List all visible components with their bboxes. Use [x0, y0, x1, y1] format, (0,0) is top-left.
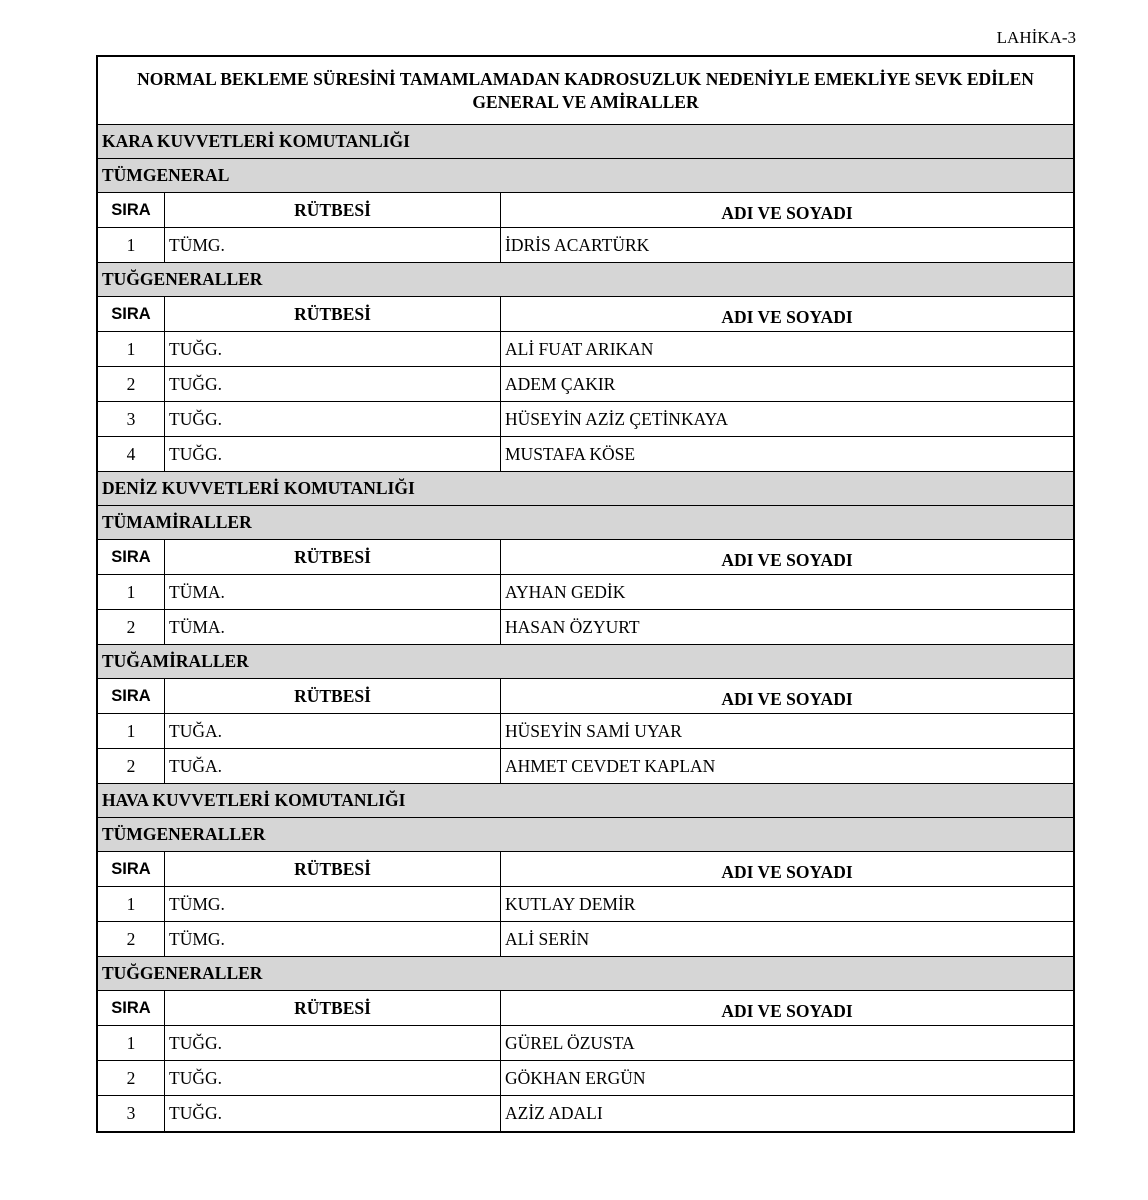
header-rutbesi: RÜTBESİ — [165, 297, 501, 331]
cell-rutbe: TUĞG. — [165, 402, 501, 436]
cell-ad-soyad: AZİZ ADALI — [505, 1103, 603, 1123]
cell-sira: 2 — [98, 922, 165, 956]
cell-ad-soyad: HÜSEYİN SAMİ UYAR — [505, 720, 682, 741]
header-rutbesi: RÜTBESİ — [165, 679, 501, 713]
cell-ad-soyad: AHMET CEVDET KAPLAN — [505, 755, 716, 776]
cell-rutbe: TUĞG. — [165, 1026, 501, 1060]
cell-sira: 2 — [98, 610, 165, 644]
table-header-row — [98, 540, 1073, 575]
cell-sira: 2 — [98, 749, 165, 783]
header-adi-soyadi: ADI VE SOYADI — [721, 306, 853, 327]
table-header-row — [98, 991, 1073, 1026]
rank-group-heading: TÜMGENERAL — [98, 159, 1073, 193]
title-line-1: NORMAL BEKLEME SÜRESİNİ TAMAMLAMADAN KADROSUZLUK NEDENİYLE EMEKLİYE SEVK EDİLEN — [137, 68, 1034, 89]
cell-sira: 1 — [98, 228, 165, 262]
cell-rutbe: TUĞA. — [165, 749, 501, 783]
table-row — [98, 610, 1073, 645]
cell-rutbe: TÜMA. — [165, 610, 501, 644]
rank-group-heading: TUĞGENERALLER — [98, 263, 1073, 297]
table-body — [98, 125, 1073, 1131]
rank-group-heading: TUĞAMİRALLER — [98, 645, 1073, 679]
cell-ad-soyad: MUSTAFA KÖSE — [505, 443, 636, 464]
cell-sira: 1 — [98, 887, 165, 921]
cell-rutbe: TUĞG. — [165, 367, 501, 401]
cell-rutbe: TÜMA. — [165, 575, 501, 609]
table-row — [98, 332, 1073, 367]
cell-ad-soyad: ALİ SERİN — [505, 928, 590, 949]
document-title — [98, 57, 1073, 125]
table-row — [98, 1061, 1073, 1096]
cell-rutbe: TUĞG. — [165, 332, 501, 366]
rank-group-heading: TÜMAMİRALLER — [98, 506, 1073, 540]
cell-sira: 1 — [98, 714, 165, 748]
officers-table — [96, 55, 1075, 1133]
table-row — [98, 922, 1073, 957]
header-adi-soyadi: ADI VE SOYADI — [721, 688, 853, 709]
cell-rutbe: TÜMG. — [165, 228, 501, 262]
cell-rutbe: TÜMG. — [165, 922, 501, 956]
cell-ad-soyad: KUTLAY DEMİR — [505, 893, 636, 914]
cell-sira: 3 — [98, 402, 165, 436]
cell-rutbe: TUĞG. — [165, 1096, 501, 1131]
cell-sira: 3 — [98, 1096, 165, 1131]
cell-rutbe: TUĞG. — [165, 1061, 501, 1095]
table-row — [98, 887, 1073, 922]
table-row — [98, 437, 1073, 472]
cell-ad-soyad: İDRİS ACARTÜRK — [505, 234, 650, 255]
cell-ad-soyad: GÖKHAN ERGÜN — [505, 1067, 646, 1088]
table-header-row — [98, 297, 1073, 332]
header-sira: SIRA — [98, 297, 165, 331]
cell-sira: 1 — [98, 575, 165, 609]
table-row — [98, 575, 1073, 610]
cell-rutbe: TUĞG. — [165, 437, 501, 471]
cell-sira: 2 — [98, 1061, 165, 1095]
header-sira: SIRA — [98, 991, 165, 1025]
table-header-row — [98, 852, 1073, 887]
header-rutbesi: RÜTBESİ — [165, 852, 501, 886]
table-header-row — [98, 193, 1073, 228]
table-row — [98, 228, 1073, 263]
command-heading: DENİZ KUVVETLERİ KOMUTANLIĞI — [98, 472, 1073, 506]
table-header-row — [98, 679, 1073, 714]
table-row — [98, 367, 1073, 402]
cell-rutbe: TUĞA. — [165, 714, 501, 748]
title-line-2: GENERAL VE AMİRALLER — [472, 91, 699, 112]
cell-rutbe: TÜMG. — [165, 887, 501, 921]
cell-ad-soyad: HÜSEYİN AZİZ ÇETİNKAYA — [505, 408, 728, 429]
table-row — [98, 402, 1073, 437]
header-adi-soyadi: ADI VE SOYADI — [721, 1000, 853, 1021]
header-sira: SIRA — [98, 852, 165, 886]
header-rutbesi: RÜTBESİ — [165, 991, 501, 1025]
cell-ad-soyad: HASAN ÖZYURT — [505, 616, 640, 637]
cell-ad-soyad: AYHAN GEDİK — [505, 581, 626, 602]
command-heading: HAVA KUVVETLERİ KOMUTANLIĞI — [98, 784, 1073, 818]
annex-label: LAHİKA-3 — [996, 28, 1076, 47]
header-adi-soyadi: ADI VE SOYADI — [721, 861, 853, 882]
command-heading: KARA KUVVETLERİ KOMUTANLIĞI — [98, 125, 1073, 159]
rank-group-heading: TUĞGENERALLER — [98, 957, 1073, 991]
header-sira: SIRA — [98, 540, 165, 574]
cell-sira: 2 — [98, 367, 165, 401]
table-row — [98, 1096, 1073, 1131]
table-row — [98, 1026, 1073, 1061]
header-adi-soyadi: ADI VE SOYADI — [721, 549, 853, 570]
cell-ad-soyad: ALİ FUAT ARIKAN — [505, 338, 654, 359]
header-sira: SIRA — [98, 679, 165, 713]
cell-ad-soyad: ADEM ÇAKIR — [505, 373, 616, 394]
cell-sira: 1 — [98, 1026, 165, 1060]
header-rutbesi: RÜTBESİ — [165, 193, 501, 227]
cell-ad-soyad: GÜREL ÖZUSTA — [505, 1032, 635, 1053]
table-row — [98, 749, 1073, 784]
rank-group-heading: TÜMGENERALLER — [98, 818, 1073, 852]
table-row — [98, 714, 1073, 749]
cell-sira: 1 — [98, 332, 165, 366]
cell-sira: 4 — [98, 437, 165, 471]
header-adi-soyadi: ADI VE SOYADI — [721, 202, 853, 223]
header-sira: SIRA — [98, 193, 165, 227]
header-rutbesi: RÜTBESİ — [165, 540, 501, 574]
